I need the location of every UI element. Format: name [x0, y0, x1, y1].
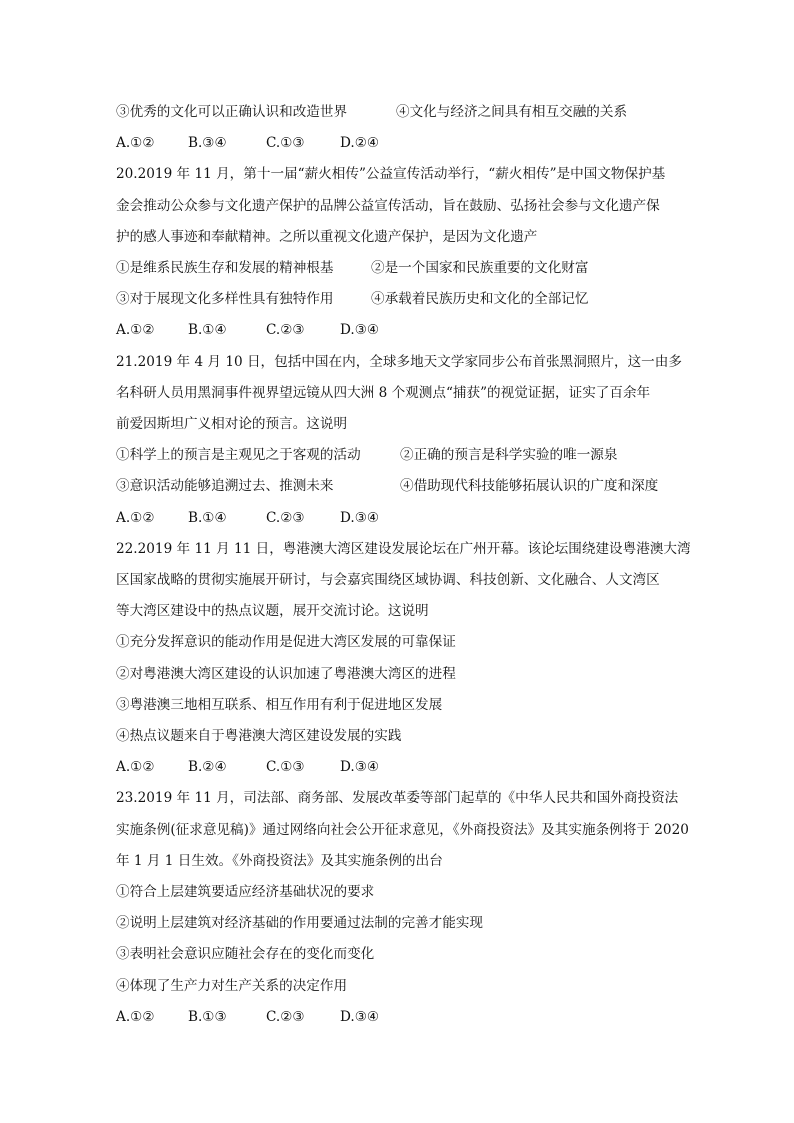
q20-answer-d: D.③④	[340, 322, 380, 338]
q19-option-3: ③优秀的文化可以正确认识和改造世界	[116, 104, 348, 120]
q20-answer-c: C.②③	[266, 322, 305, 338]
q20-options-row-1	[116, 258, 589, 278]
q21-options-row-2	[116, 476, 658, 496]
q21-answer-a: A.①②	[116, 510, 155, 526]
q20-stem-line-1: 20.2019 年 11 月，第十一届“薪火相传”公益宣传活动举行，“薪火相传”是中国文物保护基	[116, 166, 666, 182]
q19-answers	[116, 133, 379, 153]
q23-answer-c: C.②③	[266, 1009, 305, 1025]
q22-answer-a: A.①②	[116, 759, 155, 775]
q22-option-1: ①充分发挥意识的能动作用是促进大湾区发展的可靠保证	[116, 634, 456, 650]
q22-option-2: ②对粤港澳大湾区建设的认识加速了粤港澳大湾区的进程	[116, 666, 456, 682]
q20-stem-line-2: 金会推动公众参与文化遗产保护的品牌公益宣传活动，旨在鼓励、弘扬社会参与文化遗产保	[116, 198, 660, 214]
q21-stem-line-3: 前爱因斯坦广义相对论的预言。这说明	[116, 416, 348, 432]
q23-option-4: ④体现了生产力对生产关系的决定作用	[116, 978, 348, 994]
q22-stem-line-2: 区国家战略的贯彻实施展开研讨，与会嘉宾围绕区域协调、科技创新、文化融合、人文湾区	[116, 572, 660, 588]
q20-answer-b: B.①④	[188, 322, 227, 338]
q19-answer-d: D.②④	[340, 135, 380, 151]
q20-options-row-2	[116, 289, 589, 309]
q20-answer-a: A.①②	[116, 322, 155, 338]
q21-option-4: ④借助现代科技能够拓展认识的广度和深度	[400, 478, 659, 494]
q23-stem-line-3: 年 1 月 1 日生效。《外商投资法》及其实施条例的出台	[116, 853, 443, 869]
q22-answer-d: D.③④	[340, 759, 380, 775]
q20-stem-line-3: 护的感人事迹和奉献精神。之所以重视文化遗产保护，是因为文化遗产	[116, 229, 538, 245]
q20-option-3: ③对于展现文化多样性具有独特作用	[116, 291, 334, 307]
q22-answer-b: B.②④	[188, 759, 227, 775]
q21-answers	[116, 508, 379, 528]
q23-answer-b: B.①③	[188, 1009, 227, 1025]
q19-answer-b: B.③④	[188, 135, 227, 151]
q21-option-3: ③意识活动能够追溯过去、推测未来	[116, 478, 334, 494]
q20-option-4: ④承载着民族历史和文化的全部记忆	[371, 291, 589, 307]
q23-stem-line-2: 实施条例(征求意见稿)》通过网络向社会公开征求意见，《外商投资法》及其实施条例将于 2020	[116, 822, 689, 838]
q20-option-1: ①是维系民族生存和发展的精神根基	[116, 260, 334, 276]
q21-option-2: ②正确的预言是科学实验的唯一源泉	[400, 447, 618, 463]
q22-stem-line-1: 22.2019 年 11 月 11 日，粤港澳大湾区建设发展论坛在广州开幕。该论坛围绕建设粤港澳大湾	[116, 541, 691, 557]
q21-answer-d: D.③④	[340, 510, 380, 526]
q21-stem-line-2: 名科研人员用黑洞事件视界望远镜从四大洲 8 个观测点“捕获”的视觉证据，证实了百余年	[116, 385, 651, 401]
q19-option-4: ④文化与经济之间具有相互交融的关系	[396, 104, 628, 120]
q23-option-2: ②说明上层建筑对经济基础的作用要通过法制的完善才能实现	[116, 915, 484, 931]
q22-stem-line-3: 等大湾区建设中的热点议题，展开交流讨论。这说明	[116, 603, 429, 619]
q22-answers	[116, 757, 379, 777]
q23-answers	[116, 1007, 379, 1027]
q19-answer-a: A.①②	[116, 135, 155, 151]
q23-option-3: ③表明社会意识应随社会存在的变化而变化	[116, 946, 375, 962]
q20-answers	[116, 320, 379, 340]
q22-answer-c: C.①③	[266, 759, 305, 775]
q20-option-2: ②是一个国家和民族重要的文化财富	[371, 260, 589, 276]
q22-option-3: ③粤港澳三地相互联系、相互作用有利于促进地区发展	[116, 697, 443, 713]
q23-answer-d: D.③④	[340, 1009, 380, 1025]
q23-option-1: ①符合上层建筑要适应经济基础状况的要求	[116, 884, 375, 900]
q19-answer-c: C.①③	[266, 135, 305, 151]
q23-answer-a: A.①②	[116, 1009, 155, 1025]
q21-options-row-1	[116, 445, 618, 465]
q21-answer-b: B.①④	[188, 510, 227, 526]
q21-option-1: ①科学上的预言是主观见之于客观的活动	[116, 447, 361, 463]
q21-stem-line-1: 21.2019 年 4 月 10 日，包括中国在内，全球多地天文学家同步公布首张黑洞照片，这一由多	[116, 354, 682, 370]
q21-answer-c: C.②③	[266, 510, 305, 526]
q23-stem-line-1: 23.2019 年 11 月，司法部、商务部、发展改革委等部门起草的《中华人民共和国外商投资法	[116, 790, 679, 806]
q22-option-4: ④热点议题来自于粤港澳大湾区建设发展的实践	[116, 728, 402, 744]
q19-options-row-2	[116, 102, 627, 122]
